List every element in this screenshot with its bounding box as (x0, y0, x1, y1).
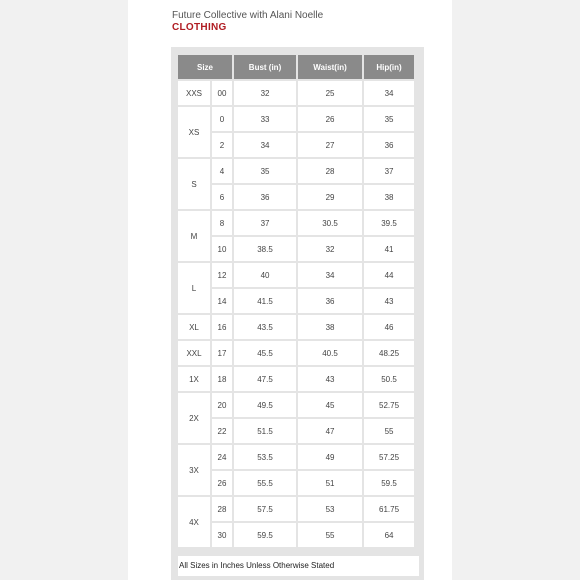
table-body (178, 81, 414, 547)
waist-cell: 49 (298, 445, 362, 469)
hip-cell: 46 (364, 315, 414, 339)
waist-cell: 53 (298, 497, 362, 521)
numeric-size-cell: 14 (212, 289, 232, 313)
hip-cell: 64 (364, 523, 414, 547)
table-row (178, 211, 414, 235)
right-background (452, 0, 580, 580)
header-row (178, 55, 414, 79)
size-label-cell: XXS (178, 81, 210, 105)
numeric-size-cell: 28 (212, 497, 232, 521)
table-row (178, 315, 414, 339)
header-size: Size (178, 55, 232, 79)
bust-cell: 49.5 (234, 393, 296, 417)
size-label-cell: XXL (178, 341, 210, 365)
waist-cell: 26 (298, 107, 362, 131)
bust-cell: 36 (234, 185, 296, 209)
table-row (178, 159, 414, 183)
table-row (178, 289, 414, 313)
header-hip: Hip(in) (364, 55, 414, 79)
bust-cell: 55.5 (234, 471, 296, 495)
numeric-size-cell: 16 (212, 315, 232, 339)
bust-cell: 53.5 (234, 445, 296, 469)
bust-cell: 57.5 (234, 497, 296, 521)
numeric-size-cell: 30 (212, 523, 232, 547)
numeric-size-cell: 0 (212, 107, 232, 131)
waist-cell: 34 (298, 263, 362, 287)
table-row (178, 523, 414, 547)
bust-cell: 51.5 (234, 419, 296, 443)
bust-cell: 43.5 (234, 315, 296, 339)
numeric-size-cell: 8 (212, 211, 232, 235)
hip-cell: 57.25 (364, 445, 414, 469)
size-chart-table (176, 53, 416, 549)
size-label-cell: M (178, 211, 210, 261)
waist-cell: 36 (298, 289, 362, 313)
waist-cell: 38 (298, 315, 362, 339)
hip-cell: 48.25 (364, 341, 414, 365)
bust-cell: 32 (234, 81, 296, 105)
bust-cell: 47.5 (234, 367, 296, 391)
header-waist: Waist(in) (298, 55, 362, 79)
waist-cell: 28 (298, 159, 362, 183)
table-row (178, 133, 414, 157)
bust-cell: 59.5 (234, 523, 296, 547)
table-row (178, 107, 414, 131)
numeric-size-cell: 22 (212, 419, 232, 443)
bust-cell: 34 (234, 133, 296, 157)
bust-cell: 40 (234, 263, 296, 287)
table-row (178, 185, 414, 209)
size-label-cell: L (178, 263, 210, 313)
bust-cell: 45.5 (234, 341, 296, 365)
hip-cell: 59.5 (364, 471, 414, 495)
waist-cell: 43 (298, 367, 362, 391)
numeric-size-cell: 26 (212, 471, 232, 495)
bust-cell: 38.5 (234, 237, 296, 261)
table-row (178, 237, 414, 261)
table-row (178, 471, 414, 495)
size-label-cell: 2X (178, 393, 210, 443)
hip-cell: 36 (364, 133, 414, 157)
header-bust: Bust (in) (234, 55, 296, 79)
table-row (178, 341, 414, 365)
table-row (178, 81, 414, 105)
hip-cell: 37 (364, 159, 414, 183)
left-background (0, 0, 128, 580)
waist-cell: 40.5 (298, 341, 362, 365)
hip-cell: 55 (364, 419, 414, 443)
waist-cell: 45 (298, 393, 362, 417)
numeric-size-cell: 4 (212, 159, 232, 183)
hip-cell: 34 (364, 81, 414, 105)
numeric-size-cell: 17 (212, 341, 232, 365)
table-row (178, 497, 414, 521)
waist-cell: 30.5 (298, 211, 362, 235)
bust-cell: 35 (234, 159, 296, 183)
hip-cell: 50.5 (364, 367, 414, 391)
hip-cell: 61.75 (364, 497, 414, 521)
waist-cell: 25 (298, 81, 362, 105)
numeric-size-cell: 12 (212, 263, 232, 287)
numeric-size-cell: 6 (212, 185, 232, 209)
waist-cell: 47 (298, 419, 362, 443)
hip-cell: 41 (364, 237, 414, 261)
numeric-size-cell: 00 (212, 81, 232, 105)
numeric-size-cell: 2 (212, 133, 232, 157)
bust-cell: 37 (234, 211, 296, 235)
table-row (178, 393, 414, 417)
waist-cell: 32 (298, 237, 362, 261)
hip-cell: 35 (364, 107, 414, 131)
waist-cell: 29 (298, 185, 362, 209)
size-label-cell: 4X (178, 497, 210, 547)
size-label-cell: 1X (178, 367, 210, 391)
numeric-size-cell: 10 (212, 237, 232, 261)
table-row (178, 263, 414, 287)
size-label-cell: S (178, 159, 210, 209)
hip-cell: 43 (364, 289, 414, 313)
category-title: CLOTHING (172, 22, 227, 33)
footnote: All Sizes in Inches Unless Otherwise Stated (178, 556, 419, 576)
waist-cell: 51 (298, 471, 362, 495)
hip-cell: 44 (364, 263, 414, 287)
brand-line: Future Collective with Alani Noelle (172, 10, 324, 21)
hip-cell: 38 (364, 185, 414, 209)
hip-cell: 52.75 (364, 393, 414, 417)
hip-cell: 39.5 (364, 211, 414, 235)
numeric-size-cell: 18 (212, 367, 232, 391)
numeric-size-cell: 24 (212, 445, 232, 469)
waist-cell: 55 (298, 523, 362, 547)
table-row (178, 445, 414, 469)
size-label-cell: XS (178, 107, 210, 157)
size-label-cell: XL (178, 315, 210, 339)
bust-cell: 41.5 (234, 289, 296, 313)
size-label-cell: 3X (178, 445, 210, 495)
numeric-size-cell: 20 (212, 393, 232, 417)
table-row (178, 367, 414, 391)
waist-cell: 27 (298, 133, 362, 157)
table-row (178, 419, 414, 443)
bust-cell: 33 (234, 107, 296, 131)
